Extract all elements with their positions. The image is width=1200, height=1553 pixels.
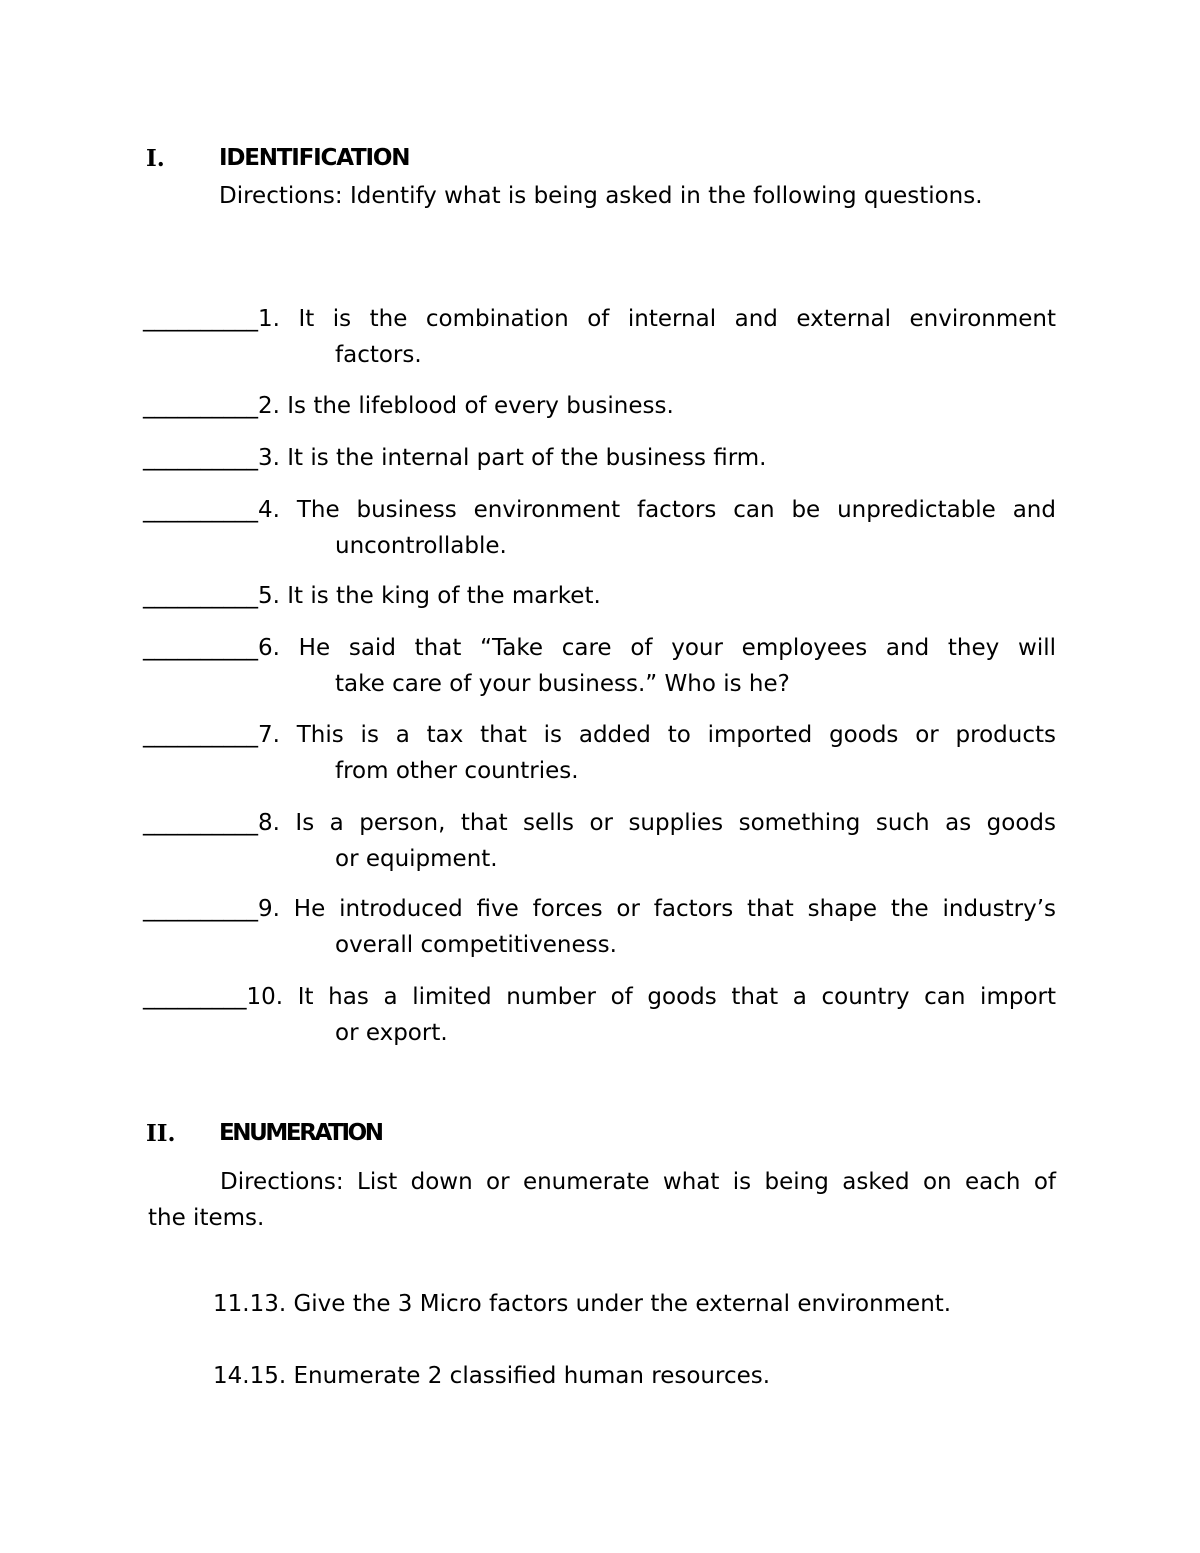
question-1-continuation: factors. bbox=[335, 342, 422, 368]
question-4 bbox=[143, 492, 1056, 564]
enumeration-item-11-13: 11.13. Give the 3 Micro factors under the external environment. bbox=[213, 1291, 952, 1317]
question-5-text: __________5. It is the king of the market. bbox=[143, 583, 601, 609]
question-10 bbox=[143, 979, 1056, 1051]
question-3-text: __________3. It is the internal part of the business firm. bbox=[143, 445, 767, 471]
question-3 bbox=[143, 440, 1056, 476]
question-8-text: __________8. Is a person, that sells or supplies something such as goods bbox=[143, 810, 1056, 836]
question-1 bbox=[143, 301, 1056, 373]
section-2-directions bbox=[148, 1164, 1056, 1236]
question-8-continuation: or equipment. bbox=[335, 846, 498, 872]
question-1-text: __________1. It is the combination of internal and external environment bbox=[143, 306, 1056, 332]
question-4-text: __________4. The business environment factors can be unpredictable and bbox=[143, 497, 1056, 523]
section-2-heading: ENUMERATION bbox=[219, 1120, 382, 1146]
section-2-directions-line-1: Directions: List down or enumerate what is being asked on each of bbox=[220, 1169, 1056, 1195]
section-2-directions-line-2: the items. bbox=[148, 1205, 265, 1231]
question-6-text: __________6. He said that “Take care of your employees and they will bbox=[143, 635, 1056, 661]
question-9-text: __________9. He introduced five forces or factors that shape the industry’s bbox=[143, 896, 1056, 922]
question-7 bbox=[143, 717, 1056, 789]
question-9-continuation: overall competitiveness. bbox=[335, 932, 617, 958]
question-6-continuation: take care of your business.” Who is he? bbox=[335, 671, 790, 697]
question-2 bbox=[143, 388, 1056, 424]
question-8 bbox=[143, 805, 1056, 877]
question-4-continuation: uncontrollable. bbox=[335, 533, 507, 559]
question-5 bbox=[143, 578, 1056, 614]
question-9 bbox=[143, 891, 1056, 963]
section-1-numeral: I. bbox=[146, 145, 165, 172]
question-2-text: __________2. Is the lifeblood of every business. bbox=[143, 393, 674, 419]
question-6 bbox=[143, 630, 1056, 702]
question-10-text: _________10. It has a limited number of goods that a country can import bbox=[143, 984, 1056, 1010]
section-2-numeral: II. bbox=[146, 1120, 176, 1147]
section-1-heading: IDENTIFICATION bbox=[219, 145, 410, 171]
enumeration-item-14-15: 14.15. Enumerate 2 classified human resources. bbox=[213, 1363, 771, 1389]
section-1-directions: Directions: Identify what is being asked in the following questions. bbox=[219, 183, 983, 209]
question-7-text: __________7. This is a tax that is added to imported goods or products bbox=[143, 722, 1056, 748]
question-10-continuation: or export. bbox=[335, 1020, 448, 1046]
question-7-continuation: from other countries. bbox=[335, 758, 579, 784]
